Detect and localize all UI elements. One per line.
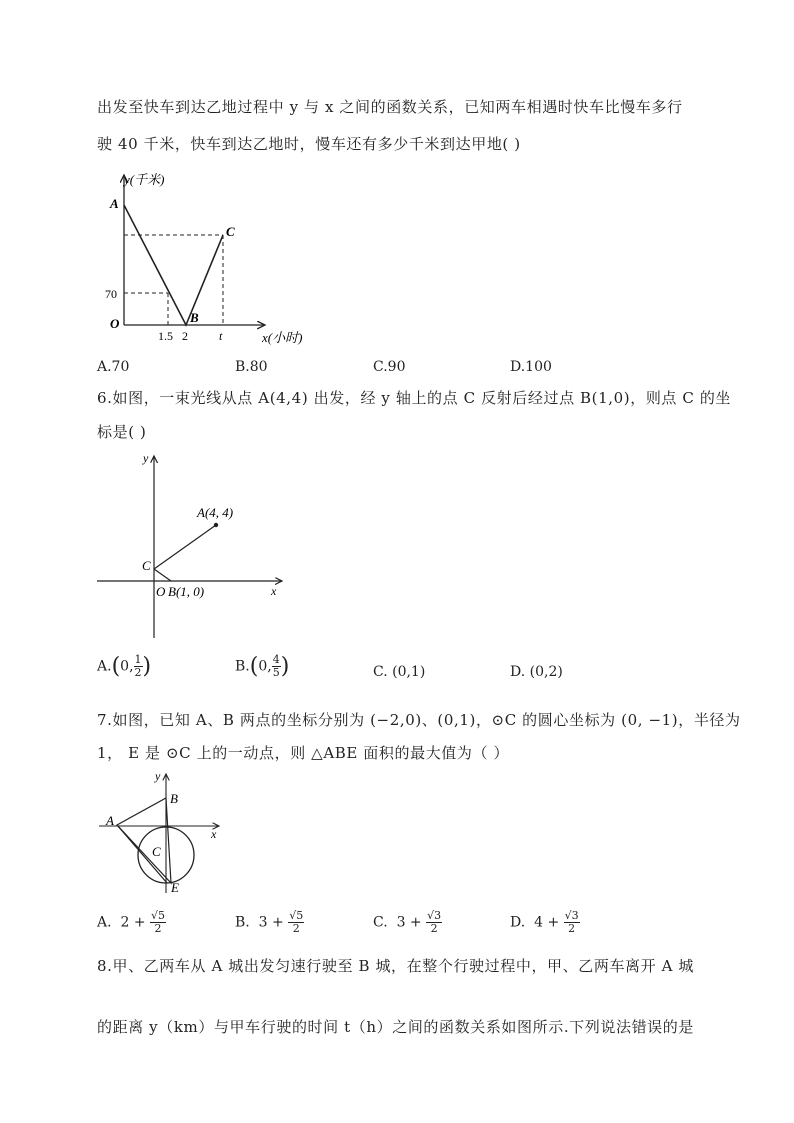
q6-option-b[interactable]: B.(0, $\frac{4}{5}$ ): [235, 653, 290, 679]
q5-graph-line: [124, 205, 223, 325]
q7-option-a[interactable]: A. 2 + $\frac{√5}{2}$: [97, 909, 166, 935]
q6-origin: O: [156, 584, 166, 599]
q6-option-d[interactable]: D. (0,2): [510, 664, 563, 680]
q7-line2: 1， E 是 ⊙C 上的一动点，则 △ABE 面积的最大值为（ ）: [97, 744, 510, 762]
q7-triangle-ABE: [117, 798, 171, 883]
q5-point-C: C: [226, 224, 235, 239]
q6-y-label: y: [143, 451, 149, 465]
q8-line2: 的距离 y（km）与甲车行驶的时间 t（h）之间的函数关系如图所示.下列说法错误的是: [97, 1018, 694, 1036]
q6-line1: 6.如图，一束光线从点 A(4,4) 出发，经 y 轴上的点 C 反射后经过点 B(1,0)，则点 C 的坐: [97, 389, 732, 407]
q6-option-a-x: 0,: [120, 658, 134, 675]
q5-option-d[interactable]: D.100: [510, 359, 552, 375]
q5-point-A: A: [110, 196, 119, 211]
q6-option-b-fraction: $\frac{4}{5}$: [272, 653, 280, 679]
q8-line1: 8.甲、乙两车从 A 城出发匀速行驶至 B 城，在整个行驶过程中，甲、乙两车离开 A 城: [97, 957, 695, 975]
q5-option-c[interactable]: C.90: [373, 359, 406, 375]
q7-option-d[interactable]: D. 4 + $\frac{√3}{2}$: [510, 909, 579, 935]
q7-label-C: C: [152, 844, 161, 859]
q5-y-label: y(千米): [124, 172, 165, 187]
q7-y-label: y: [155, 769, 161, 783]
q6-label-C: C: [142, 558, 151, 573]
q5-tick-2: 2: [182, 329, 188, 343]
q5-x-label: x(小时): [262, 330, 303, 345]
q7-label-E: E: [171, 880, 179, 895]
q5-tick-15: 1.5: [158, 329, 173, 343]
q5-tick-70: 70: [105, 287, 117, 301]
q5-figure: [105, 165, 315, 350]
q7-figure: [97, 768, 227, 898]
q5-point-B: B: [190, 310, 199, 325]
q7-x-label: x: [211, 827, 217, 841]
q5-line1: 出发至快车到达乙地过程中 y 与 x 之间的函数关系，已知两车相遇时快车比慢车多行: [97, 98, 683, 116]
q6-option-b-prefix: B.: [235, 658, 250, 675]
q6-figure: [97, 448, 297, 643]
q5-option-b[interactable]: B.80: [235, 359, 268, 375]
q7-option-c-fraction: $\frac{√3}{2}$: [427, 909, 442, 935]
q6-option-a-prefix: A.: [97, 658, 112, 675]
q6-label-B: B(1, 0): [168, 584, 205, 599]
q6-ray-CB: [154, 569, 171, 581]
q7-option-d-fraction: $\frac{√3}{2}$: [564, 909, 579, 935]
q7-label-A: A: [106, 813, 114, 828]
q5-line2: 驶 40 千米，快车到达乙地时，慢车还有多少千米到达甲地( ): [97, 135, 521, 153]
q6-option-c[interactable]: C. (0,1): [373, 664, 426, 680]
q7-line1: 7.如图，已知 A、B 两点的坐标分别为 (−2,0)、(0,1)，⊙C 的圆心坐标为 (0, −1)，半径为: [97, 711, 741, 729]
q6-label-A: A(4, 4): [197, 505, 234, 520]
q5-option-a[interactable]: A.70: [97, 359, 130, 375]
q6-option-a[interactable]: A.(0, $\frac{1}{2}$ ): [97, 653, 152, 679]
q6-option-a-fraction: $\frac{1}{2}$: [134, 653, 142, 679]
q6-ray-AC: [154, 525, 216, 569]
q7-option-a-fraction: $\frac{√5}{2}$: [151, 909, 166, 935]
q7-option-b-fraction: $\frac{√5}{2}$: [289, 909, 304, 935]
q6-point-A-dot: [214, 523, 218, 527]
q7-label-B: B: [170, 791, 178, 806]
q6-x-label: x: [271, 584, 277, 598]
q5-origin: O: [110, 316, 120, 331]
q6-line2: 标是( ): [97, 423, 147, 441]
q7-option-b[interactable]: B. 3 + $\frac{√5}{2}$: [235, 909, 304, 935]
q5-tick-t: t: [219, 329, 223, 343]
q6-option-b-x: 0,: [258, 658, 272, 675]
q7-option-c[interactable]: C. 3 + $\frac{√3}{2}$: [373, 909, 442, 935]
